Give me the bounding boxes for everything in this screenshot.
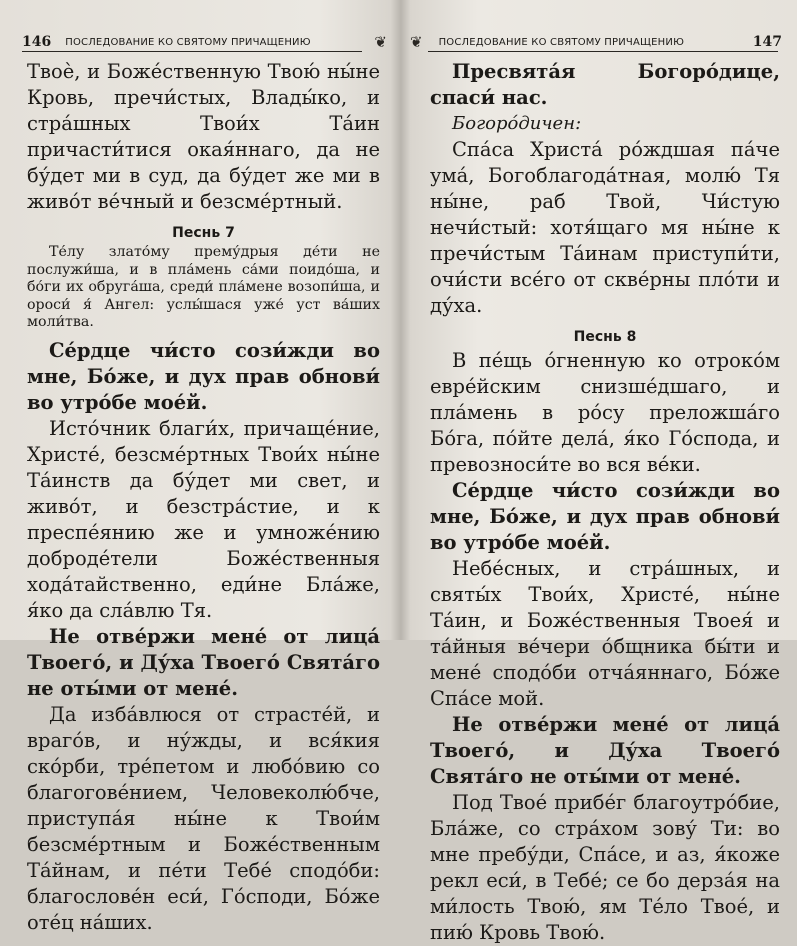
right-page-body xyxy=(430,59,780,946)
troparion-paragraph: Исто́чник благи́х, причаще́ние, Христе́, безсме́ртных Твои́х ны́не Та́инств да бу́дет ми свет, и живо́т, и безстра́стие, и к преспе́янию же и умноже́нию доброде́тели Боже́ственныя хода́тайственно, еди́не Бла́же, я́ко да сла́влю Тя. xyxy=(27,416,380,622)
hirmos-paragraph: В пе́щь о́гненную ко отроко́м евре́йским снизше́дшаго, и пла́мень в ро́су преложша́го Бо́га, по́йте дела́, я́ко Го́спода, и превозноси́те во вся ве́ки. xyxy=(430,349,780,476)
refrain-paragraph: Пресвята́я Богоро́дице, спаси́ нас. xyxy=(430,60,780,109)
page-number: 146 xyxy=(22,34,52,50)
ode-heading: Песнь 8 xyxy=(573,329,637,345)
page-number: 147 xyxy=(752,34,782,50)
refrain-paragraph: Не отве́ржи мене́ от лица́ Твоего́, и Ду́ха Твоего́ Свята́го не оты́ми от мене́. xyxy=(27,624,380,700)
left-page-body xyxy=(27,59,380,936)
troparion-paragraph: Под Твое́ прибе́г благоутро́бие, Бла́же, со стра́хом зову́ Ти: во мне пребу́ди, Спа́се, и аз, я́коже рекл еси́, в Тебе́; се бо дерза́я на ми́лость Твою́, ям Те́ло Твое́, и пию́ Кровь Твою́. xyxy=(430,791,780,944)
theotokion-paragraph: Спа́са Христа́ ро́ждшая па́че ума́, Богоблагода́тная, молю́ Тя ны́не, раб Твой, Чи́стую нечи́стый: хотя́щаго мя ны́не к пречи́стым Та́инам приступи́ти, очи́сти все́го от скве́рны пло́ти и ду́ха. xyxy=(430,138,780,317)
intro-paragraph: Твоѐ, и Боже́ственную Твою́ ны́не Кровь, пречи́стых, Влады́ко, и стра́шных Твои́х Та́ин причасти́тися окая́ннаго, да не бу́дет ми в суд, да бу́дет же ми в живо́т ве́чный и безсме́ртный. xyxy=(27,60,380,213)
refrain-paragraph: Се́рдце чи́сто сози́жди во мне, Бо́же, и дух прав обнови́ во утро́бе мое́й. xyxy=(430,479,780,554)
refrain-paragraph: Се́рдце чи́сто сози́жди во мне, Бо́же, и дух прав обнови́ во утро́бе мое́й. xyxy=(27,338,380,414)
running-title: ПОСЛЕДОВАНИЕ КО СВЯТОМУ ПРИЧАЩЕНИЮ xyxy=(65,36,311,48)
theotokion-label: Богоро́дичен: xyxy=(452,113,582,134)
header-rule xyxy=(22,51,362,52)
hirmos-paragraph: Те́лу злато́му прему́дрыя де́ти не послужи́ша, и в пла́мень са́ми поидо́ша, и бо́ги их обруга́ша, среди́ пла́мене возопи́ша, и ороси́ я́ Ангел: услы́шася уже́ уст ва́ших моли́тва. xyxy=(27,244,380,330)
header-rule xyxy=(428,51,778,52)
left-page xyxy=(0,0,398,934)
right-page xyxy=(400,0,797,944)
troparion-paragraph: Да изба́влюся от страсте́й, и враго́в, и ну́жды, и вся́кия ско́рби, тре́петом и любо́вию со благогове́нием, Человеколю́бче, приступа́я ны́не к Твои́м безсме́ртным и Боже́ственным Та́йнам, и пе́ти Тебе́ сподо́би: благослове́н еси́, Го́споди, Бо́же оте́ц на́ших. xyxy=(27,702,380,934)
ornament-icon: ❦ xyxy=(410,32,423,51)
running-title: ПОСЛЕДОВАНИЕ КО СВЯТОМУ ПРИЧАЩЕНИЮ xyxy=(438,36,685,48)
ornament-icon: ❦ xyxy=(374,32,387,51)
ode-heading: Песнь 7 xyxy=(172,225,235,241)
refrain-paragraph: Не отве́ржи мене́ от лица́ Твоего́, и Ду́ха Твоего́ Свята́го не оты́ми от мене́. xyxy=(430,713,780,788)
troparion-paragraph: Небе́сных, и стра́шных, и святы́х Твои́х, Христе́, ны́не Та́ин, и Боже́ственныя Твоея́ и та́йныя ве́чери о́бщника бы́ти и мене́ сподо́би отча́яннаго, Бо́же Спа́се мой. xyxy=(430,557,780,710)
